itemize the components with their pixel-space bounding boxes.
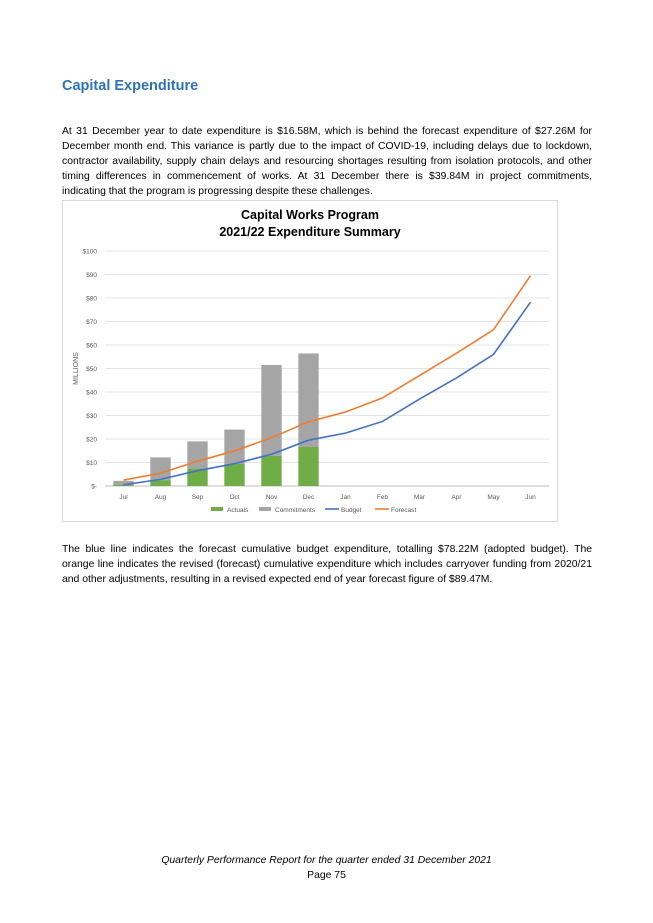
x-tick-label-nov: Nov (265, 494, 278, 501)
y-tick-label: $60 (86, 342, 97, 350)
y-tick-label: $40 (86, 389, 97, 397)
y-tick-label: $30 (86, 413, 97, 420)
bar-commitments-aug (150, 457, 170, 480)
legend-label-commitments: Commitments (275, 507, 316, 514)
line-forecast (124, 276, 531, 480)
footer-page-number: Page 75 (307, 870, 346, 881)
legend-swatch-actuals (211, 507, 223, 511)
chart-bars (113, 353, 318, 486)
bar-actuals-jul (113, 485, 133, 486)
bar-actuals-dec (298, 447, 318, 486)
chart-legend (211, 507, 416, 514)
expenditure-chart (62, 200, 558, 522)
chart-gridlines (105, 251, 549, 486)
bar-commitments-dec (298, 353, 318, 447)
x-tick-label-dec: Dec (302, 494, 315, 501)
x-tick-label-mar: Mar (413, 494, 426, 501)
x-tick-label-sep: Sep (191, 494, 204, 501)
legend-swatch-commitments (259, 507, 271, 511)
y-axis-ticks (73, 249, 97, 491)
y-tick-label: $100 (82, 248, 97, 256)
x-tick-label-jan: Jan (340, 494, 351, 501)
line-budget (124, 302, 531, 485)
bar-actuals-oct (224, 464, 244, 486)
x-tick-label-jul: Jul (119, 494, 128, 501)
chart-title-line-1: Capital Works Program (240, 208, 380, 222)
y-tick-label: $70 (86, 319, 97, 326)
legend-label-forecast: Forecast (391, 507, 417, 514)
y-tick-label: $90 (86, 272, 97, 279)
x-tick-label-apr: Apr (451, 494, 462, 501)
y-tick-label: $- (91, 483, 97, 491)
legend-label-actuals: Actuals (227, 507, 249, 514)
y-tick-label: $10 (86, 460, 97, 467)
x-tick-label-jun: Jun (525, 494, 536, 501)
x-axis-ticks (119, 494, 536, 501)
x-tick-label-aug: Aug (154, 494, 167, 501)
chart-title (219, 208, 400, 239)
paragraph-budget-lines: The blue line indicates the forecast cumulative budget expenditure, totalling $78.22M (adopted budget). The orange line indicates the revised (forecast) cumulative expenditure which includes carryover funding from 2020/21 and other adjustments, resulting in a revised expected end of year forecast figure of $89.47M. (62, 544, 592, 585)
y-tick-label: $80 (86, 295, 97, 303)
section-heading: Capital Expenditure (62, 78, 199, 94)
chart-lines (124, 276, 531, 485)
chart-svg (63, 201, 557, 521)
bar-actuals-nov (261, 456, 281, 486)
footer-report-title: Quarterly Performance Report for the quarter ended 31 December 2021 (161, 855, 492, 866)
y-tick-label: $50 (86, 366, 97, 373)
x-tick-label-oct: Oct (229, 494, 240, 501)
bar-commitments-nov (261, 365, 281, 456)
x-tick-label-feb: Feb (376, 494, 389, 501)
legend-label-budget: Budget (341, 507, 362, 514)
y-tick-label: $20 (86, 436, 97, 444)
paragraph-expenditure-summary: At 31 December year to date expenditure is $16.58M, which is behind the forecast expenditure of $27.26M for December month end. This variance is partly due to the impact of COVID-19, including delays due to lockdown, contractor availability, supply chain delays and resourcing shortages resulting from isolation protocols, and other timing differences in commencement of works. At 31 December there is $39.84M in project commitments, indicating that the program is progressing despite these challenges. (62, 126, 592, 197)
chart-title-line-2: 2021/22 Expenditure Summary (219, 225, 401, 239)
x-tick-label-may: May (487, 494, 500, 501)
y-axis-label: MILLIONS (73, 352, 80, 385)
bar-commitments-oct (224, 430, 244, 464)
